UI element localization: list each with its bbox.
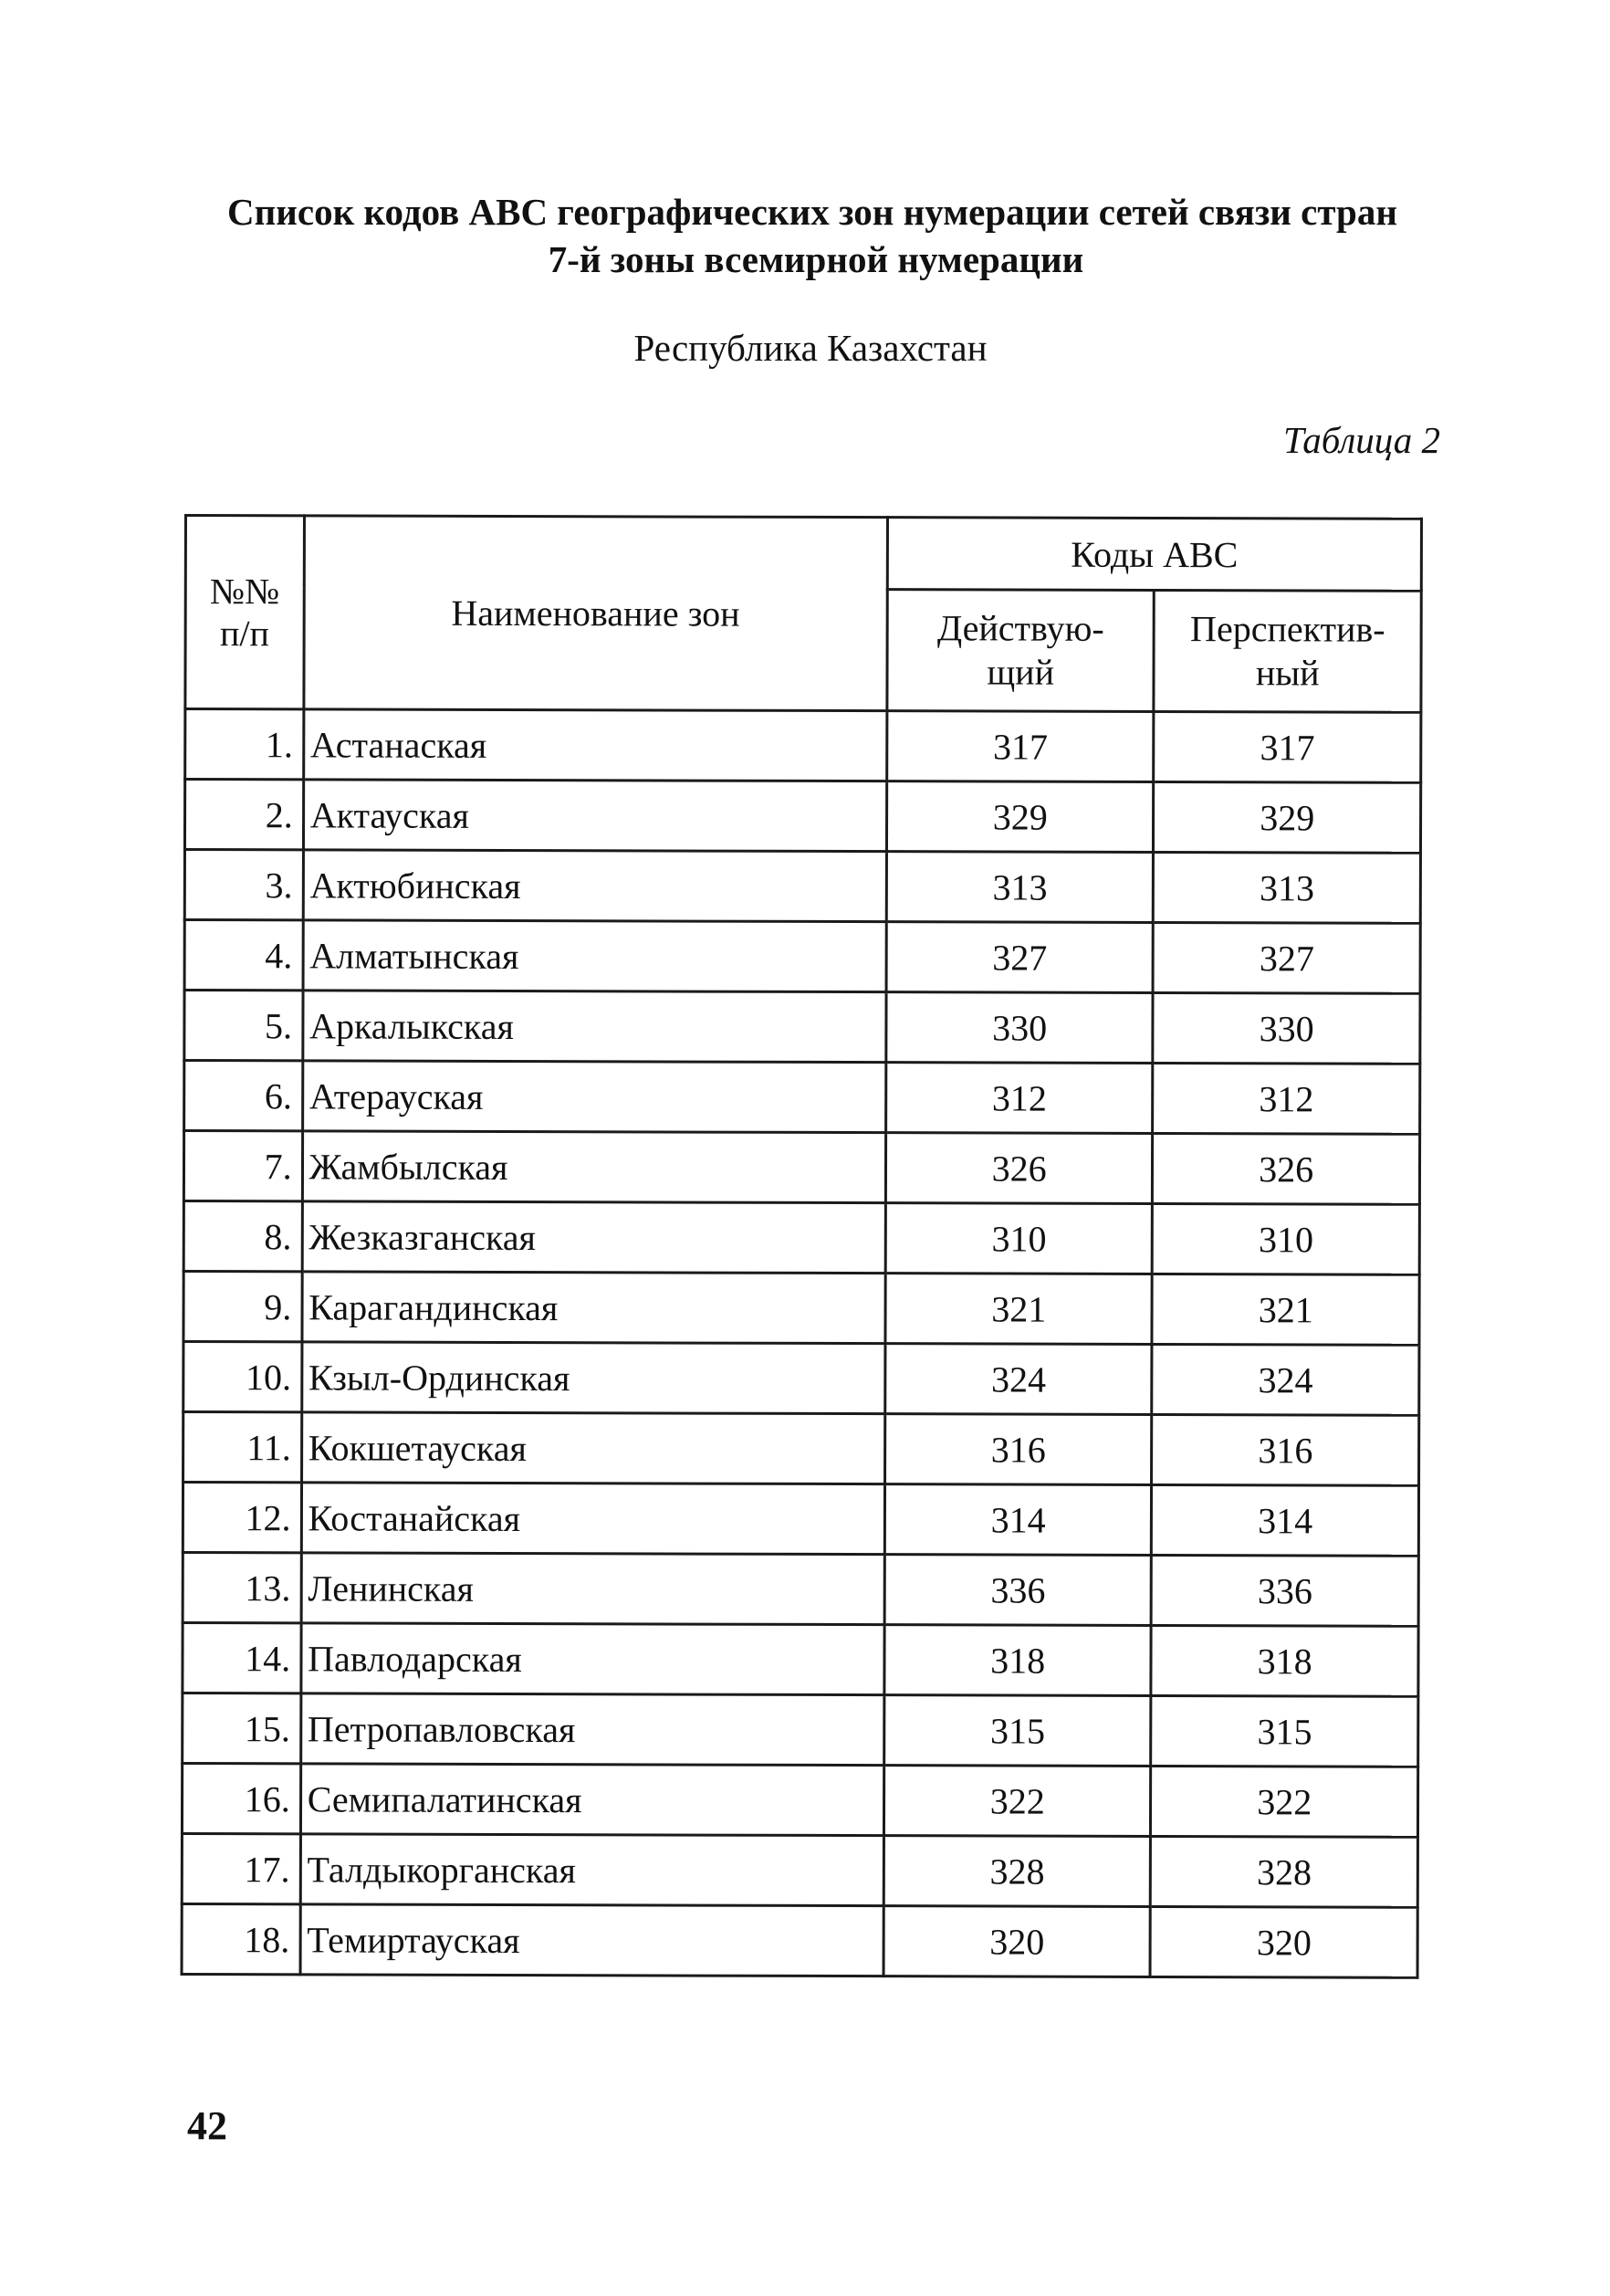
current-code: 315 xyxy=(884,1695,1152,1767)
table-row xyxy=(183,1201,1419,1275)
zone-name: Аркалыкская xyxy=(302,991,886,1063)
current-code: 321 xyxy=(885,1274,1153,1345)
page-number: 42 xyxy=(187,2103,227,2148)
table-row xyxy=(184,850,1420,924)
zone-name: Кокшетауская xyxy=(301,1412,885,1484)
current-code: 327 xyxy=(886,922,1154,993)
current-code: 316 xyxy=(884,1414,1152,1485)
row-number: 13. xyxy=(183,1552,301,1622)
current-code: 313 xyxy=(886,852,1154,923)
table-row xyxy=(183,1412,1419,1486)
current-code: 318 xyxy=(884,1625,1152,1696)
prospective-code: 336 xyxy=(1152,1555,1419,1626)
row-number: 6. xyxy=(184,1061,303,1131)
row-number: 11. xyxy=(183,1412,302,1483)
prospective-code: 314 xyxy=(1152,1484,1419,1556)
row-number: 9. xyxy=(183,1272,302,1342)
document-title-line-1: Список кодов ABC географических зон нумерации сетей связи стран xyxy=(227,191,1397,233)
zone-name: Астанаская xyxy=(303,709,887,781)
prospective-code: 310 xyxy=(1153,1203,1420,1274)
zone-name: Жезказганская xyxy=(302,1201,886,1274)
zone-name: Алматынская xyxy=(303,920,887,992)
zone-name: Петропавловская xyxy=(300,1693,884,1766)
prospective-code: 324 xyxy=(1152,1344,1419,1415)
current-code: 326 xyxy=(885,1133,1153,1204)
zone-name: Костанайская xyxy=(301,1483,885,1555)
row-number: 16. xyxy=(182,1763,300,1833)
row-number: 2. xyxy=(184,780,303,850)
zone-name: Актауская xyxy=(303,780,887,852)
prospective-code: 329 xyxy=(1154,781,1421,853)
row-number: 5. xyxy=(184,991,303,1061)
row-number: 4. xyxy=(184,920,303,991)
table-row xyxy=(184,1061,1420,1135)
header-prospective-line-2: ный xyxy=(1255,652,1320,694)
zone-name: Актюбинская xyxy=(303,850,887,922)
table-row xyxy=(182,1903,1417,1977)
header-number-line-2: п/п xyxy=(219,612,269,654)
row-number: 8. xyxy=(183,1201,302,1272)
prospective-code: 321 xyxy=(1152,1274,1419,1345)
zone-name: Карагандинская xyxy=(302,1272,886,1344)
zone-name: Семипалатинская xyxy=(300,1764,884,1836)
row-number: 1. xyxy=(185,709,304,780)
current-code: 324 xyxy=(885,1344,1153,1415)
prospective-code: 317 xyxy=(1154,711,1421,782)
row-number: 17. xyxy=(182,1833,300,1903)
current-code: 322 xyxy=(883,1766,1151,1837)
header-current xyxy=(887,590,1155,712)
row-number: 12. xyxy=(183,1483,301,1553)
prospective-code: 328 xyxy=(1151,1836,1418,1907)
current-code: 328 xyxy=(883,1836,1151,1907)
zone-name: Атерауская xyxy=(302,1061,886,1133)
table-row xyxy=(183,1552,1418,1626)
document-title-line-2: 7-й зоны всемирной нумерации xyxy=(548,238,1084,280)
prospective-code: 327 xyxy=(1153,922,1420,993)
header-prospective-line-1: Перспектив- xyxy=(1190,608,1385,650)
table-row xyxy=(185,709,1421,783)
table-body xyxy=(182,709,1421,1978)
table-row xyxy=(184,991,1420,1064)
table-row xyxy=(183,1622,1418,1696)
table-header xyxy=(185,516,1422,713)
row-number: 3. xyxy=(184,850,303,920)
prospective-code: 313 xyxy=(1154,852,1421,923)
zone-name: Кзыл-Ординская xyxy=(301,1342,885,1414)
prospective-code: 318 xyxy=(1151,1625,1418,1696)
row-number: 14. xyxy=(183,1622,301,1693)
current-code: 310 xyxy=(885,1203,1153,1274)
table-row xyxy=(183,1693,1418,1767)
zone-name: Павлодарская xyxy=(301,1623,885,1695)
header-number xyxy=(185,516,304,709)
current-code: 336 xyxy=(884,1555,1152,1626)
prospective-code: 326 xyxy=(1153,1133,1420,1204)
zone-name: Ленинская xyxy=(301,1553,885,1625)
current-code: 317 xyxy=(887,711,1155,782)
prospective-code: 320 xyxy=(1150,1906,1417,1977)
table-row xyxy=(184,920,1420,994)
row-number: 15. xyxy=(183,1693,301,1763)
table-label: Таблица 2 xyxy=(1282,419,1440,461)
header-zone-name: Наименование зон xyxy=(304,516,888,711)
table-row xyxy=(183,1342,1419,1416)
zone-name: Талдыкорганская xyxy=(300,1834,884,1906)
zone-name: Жамбылская xyxy=(302,1131,886,1203)
header-row-top xyxy=(185,516,1421,592)
current-code: 320 xyxy=(883,1906,1151,1977)
table-row xyxy=(183,1131,1419,1205)
header-codes-group: Коды ABC xyxy=(887,518,1421,592)
zone-name: Темиртауская xyxy=(300,1904,884,1976)
abc-codes-table xyxy=(181,514,1423,1979)
header-number-line-1: №№ xyxy=(209,570,280,612)
prospective-code: 312 xyxy=(1153,1063,1420,1134)
current-code: 312 xyxy=(886,1063,1154,1134)
header-prospective xyxy=(1154,590,1421,712)
table-row xyxy=(183,1483,1418,1557)
document-subtitle: Республика Казахстан xyxy=(633,327,988,369)
table-row xyxy=(182,1833,1417,1907)
header-current-line-2: щий xyxy=(987,651,1055,693)
current-code: 314 xyxy=(884,1484,1152,1556)
table-row xyxy=(184,780,1420,854)
prospective-code: 315 xyxy=(1151,1695,1418,1767)
header-current-line-1: Действую- xyxy=(936,607,1104,649)
table-row xyxy=(183,1272,1419,1346)
current-code: 330 xyxy=(886,992,1154,1064)
prospective-code: 330 xyxy=(1153,992,1420,1064)
current-code: 329 xyxy=(886,781,1154,853)
row-number: 18. xyxy=(182,1903,300,1974)
prospective-code: 322 xyxy=(1151,1766,1418,1837)
prospective-code: 316 xyxy=(1152,1414,1419,1485)
row-number: 7. xyxy=(183,1131,302,1201)
row-number: 10. xyxy=(183,1342,302,1412)
table-row xyxy=(182,1763,1417,1837)
